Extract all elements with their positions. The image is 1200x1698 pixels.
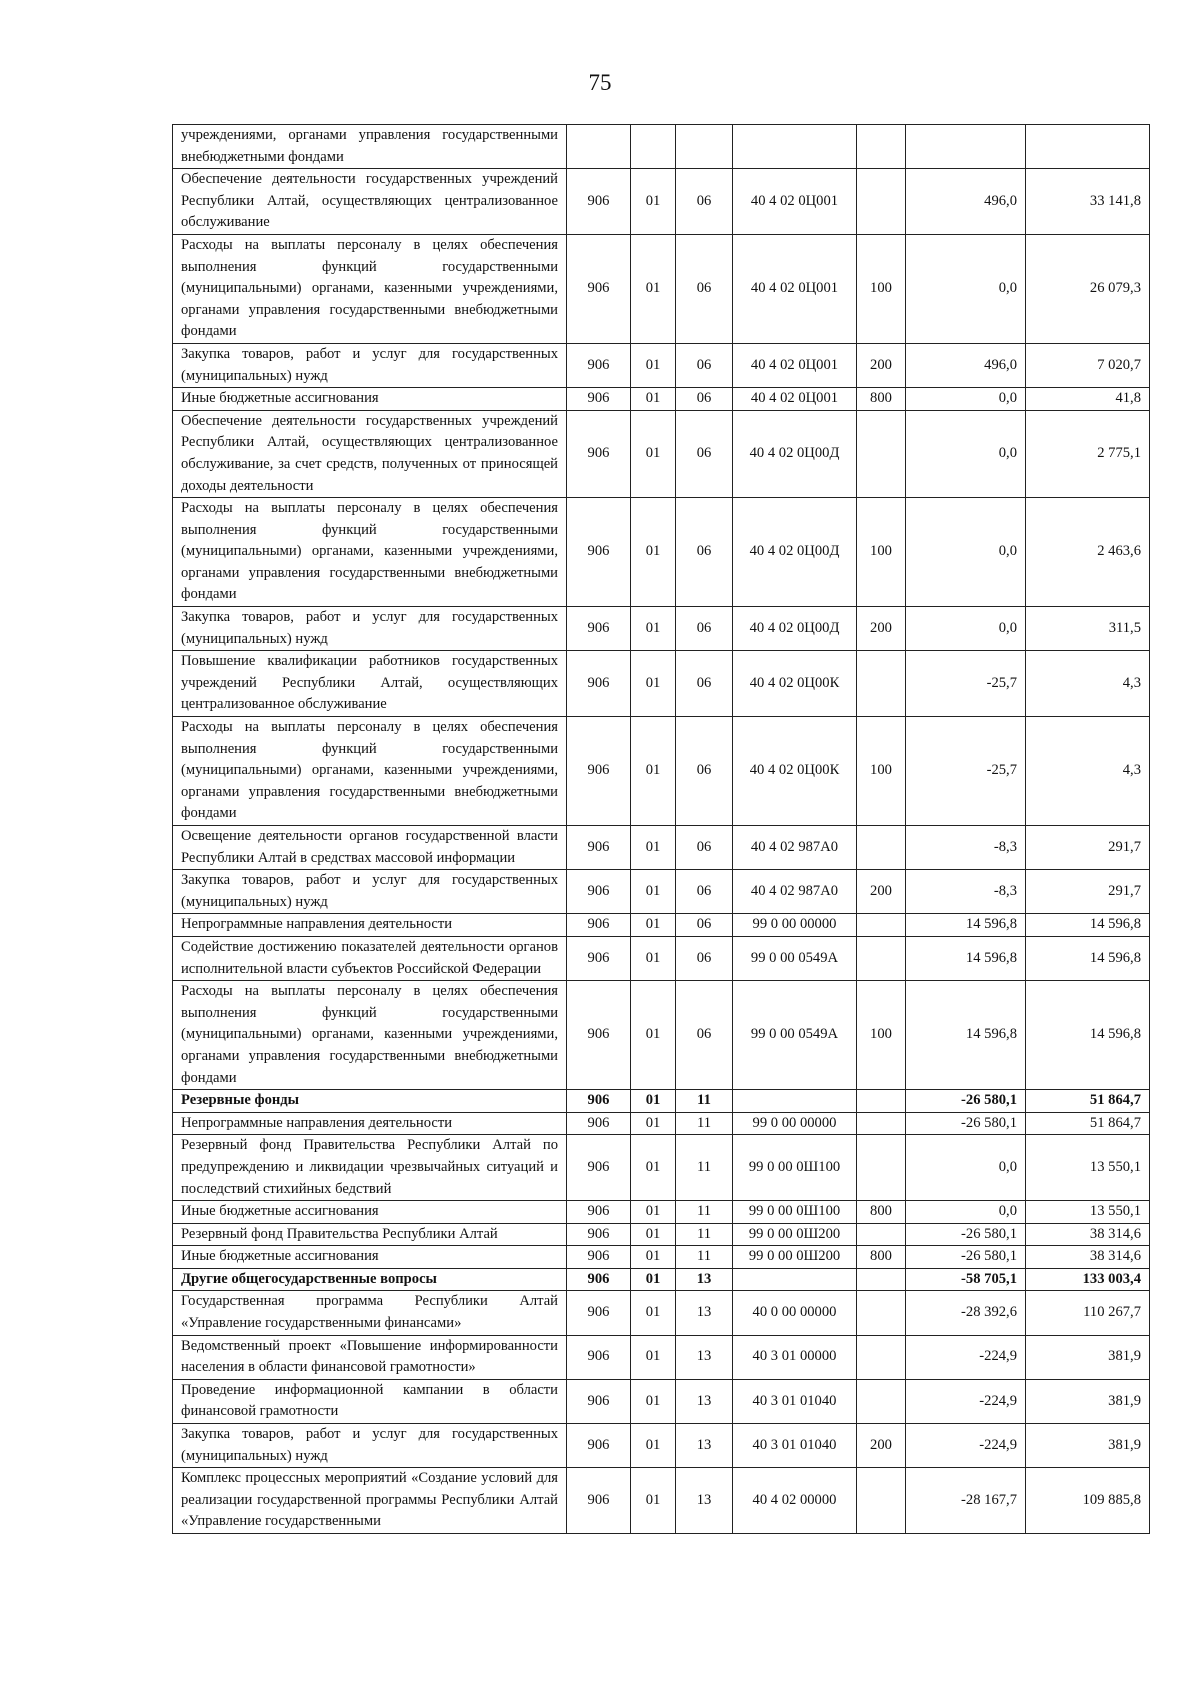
target-article-code: 40 4 02 0Ц00К — [733, 717, 857, 826]
target-article-code: 40 4 02 0Ц00К — [733, 651, 857, 717]
table-row — [173, 1291, 1150, 1335]
target-article-code: 40 4 02 0Ц00Д — [733, 410, 857, 497]
subsection-code: 11 — [676, 1090, 733, 1113]
target-article-code: 99 0 00 00000 — [733, 914, 857, 937]
total-amount: 4,3 — [1026, 717, 1150, 826]
total-amount: 2 463,6 — [1026, 498, 1150, 607]
section-code: 01 — [631, 717, 676, 826]
change-amount: -224,9 — [906, 1379, 1026, 1423]
total-amount: 4,3 — [1026, 651, 1150, 717]
row-name: Закупка товаров, работ и услуг для государственных (муниципальных) нужд — [173, 607, 567, 651]
table-row — [173, 1246, 1150, 1269]
table-row — [173, 169, 1150, 235]
subsection-code: 06 — [676, 981, 733, 1090]
total-amount: 14 596,8 — [1026, 914, 1150, 937]
row-name: Расходы на выплаты персоналу в целях обеспечения выполнения функций государственными (муниципальными) органами, казенными учреждениями, органами управления государственными внебюджетными фондами — [173, 234, 567, 343]
total-amount: 291,7 — [1026, 870, 1150, 914]
subsection-code: 06 — [676, 651, 733, 717]
expense-type-code: 100 — [857, 717, 906, 826]
grbs-code: 906 — [567, 914, 631, 937]
grbs-code: 906 — [567, 1379, 631, 1423]
grbs-code: 906 — [567, 1335, 631, 1379]
expense-type-code — [857, 1335, 906, 1379]
page-number: 75 — [588, 70, 612, 95]
change-amount: -8,3 — [906, 826, 1026, 870]
section-code: 01 — [631, 388, 676, 411]
total-amount: 38 314,6 — [1026, 1223, 1150, 1246]
row-name: Непрограммные направления деятельности — [173, 1112, 567, 1135]
subsection-code: 06 — [676, 607, 733, 651]
change-amount: 0,0 — [906, 388, 1026, 411]
grbs-code: 906 — [567, 1090, 631, 1113]
expense-type-code: 200 — [857, 1424, 906, 1468]
change-amount: -25,7 — [906, 717, 1026, 826]
grbs-code: 906 — [567, 388, 631, 411]
change-amount: -28 167,7 — [906, 1468, 1026, 1534]
grbs-code: 906 — [567, 870, 631, 914]
subsection-code: 06 — [676, 343, 733, 387]
expense-type-code — [857, 1135, 906, 1201]
expense-type-code — [857, 651, 906, 717]
table-row — [173, 410, 1150, 497]
change-amount: 0,0 — [906, 498, 1026, 607]
section-code: 01 — [631, 1291, 676, 1335]
target-article-code: 40 3 01 01040 — [733, 1424, 857, 1468]
table-row — [173, 498, 1150, 607]
total-amount: 14 596,8 — [1026, 936, 1150, 980]
section-code: 01 — [631, 607, 676, 651]
table-row — [173, 1223, 1150, 1246]
change-amount: -26 580,1 — [906, 1090, 1026, 1113]
section-code: 01 — [631, 410, 676, 497]
change-amount: -224,9 — [906, 1424, 1026, 1468]
subsection-code: 13 — [676, 1379, 733, 1423]
change-amount: -25,7 — [906, 651, 1026, 717]
total-amount: 13 550,1 — [1026, 1135, 1150, 1201]
section-code: 01 — [631, 1268, 676, 1291]
table-row — [173, 914, 1150, 937]
row-name: Другие общегосударственные вопросы — [173, 1268, 567, 1291]
row-name: Резервные фонды — [173, 1090, 567, 1113]
expense-type-code — [857, 1379, 906, 1423]
section-code: 01 — [631, 936, 676, 980]
row-name: Закупка товаров, работ и услуг для государственных (муниципальных) нужд — [173, 1424, 567, 1468]
target-article-code: 99 0 00 00000 — [733, 1112, 857, 1135]
row-name: Резервный фонд Правительства Республики Алтай по предупреждению и ликвидации чрезвычайных ситуаций и последствий стихийных бедствий — [173, 1135, 567, 1201]
table-row — [173, 125, 1150, 169]
section-code: 01 — [631, 1135, 676, 1201]
section-code: 01 — [631, 1246, 676, 1269]
row-name: Расходы на выплаты персоналу в целях обеспечения выполнения функций государственными (муниципальными) органами, казенными учреждениями, органами управления государственными внебюджетными фондами — [173, 498, 567, 607]
grbs-code: 906 — [567, 717, 631, 826]
row-name: Закупка товаров, работ и услуг для государственных (муниципальных) нужд — [173, 343, 567, 387]
section-code: 01 — [631, 914, 676, 937]
section-code: 01 — [631, 1201, 676, 1224]
table-row — [173, 1268, 1150, 1291]
change-amount: 14 596,8 — [906, 914, 1026, 937]
expense-type-code — [857, 1468, 906, 1534]
total-amount: 26 079,3 — [1026, 234, 1150, 343]
section-code: 01 — [631, 234, 676, 343]
table-row — [173, 717, 1150, 826]
target-article-code: 99 0 00 0549А — [733, 936, 857, 980]
target-article-code: 40 3 01 01040 — [733, 1379, 857, 1423]
section-code: 01 — [631, 981, 676, 1090]
total-amount: 51 864,7 — [1026, 1090, 1150, 1113]
row-name: Обеспечение деятельности государственных учреждений Республики Алтай, осуществляющих централизованное обслуживание — [173, 169, 567, 235]
subsection-code: 11 — [676, 1112, 733, 1135]
section-code: 01 — [631, 651, 676, 717]
subsection-code: 06 — [676, 870, 733, 914]
total-amount: 2 775,1 — [1026, 410, 1150, 497]
expense-type-code: 100 — [857, 981, 906, 1090]
row-name: учреждениями, органами управления государственными внебюджетными фондами — [173, 125, 567, 169]
section-code: 01 — [631, 870, 676, 914]
subsection-code: 11 — [676, 1201, 733, 1224]
change-amount: -58 705,1 — [906, 1268, 1026, 1291]
target-article-code — [733, 125, 857, 169]
subsection-code: 13 — [676, 1291, 733, 1335]
table-row — [173, 607, 1150, 651]
grbs-code: 906 — [567, 498, 631, 607]
grbs-code: 906 — [567, 169, 631, 235]
total-amount: 38 314,6 — [1026, 1246, 1150, 1269]
expense-type-code — [857, 936, 906, 980]
grbs-code: 906 — [567, 1246, 631, 1269]
expense-type-code: 200 — [857, 870, 906, 914]
subsection-code: 13 — [676, 1268, 733, 1291]
section-code: 01 — [631, 1424, 676, 1468]
subsection-code: 06 — [676, 169, 733, 235]
change-amount: -28 392,6 — [906, 1291, 1026, 1335]
subsection-code: 06 — [676, 914, 733, 937]
change-amount: -8,3 — [906, 870, 1026, 914]
table-row — [173, 1090, 1150, 1113]
expense-type-code — [857, 1223, 906, 1246]
row-name: Повышение квалификации работников государственных учреждений Республики Алтай, осуществляющих централизованное обслуживание — [173, 651, 567, 717]
row-name: Обеспечение деятельности государственных учреждений Республики Алтай, осуществляющих централизованное обслуживание, за счет средств, полученных от приносящей доходы деятельности — [173, 410, 567, 497]
grbs-code: 906 — [567, 343, 631, 387]
table-row — [173, 1112, 1150, 1135]
target-article-code: 99 0 00 0Ш200 — [733, 1246, 857, 1269]
change-amount: -26 580,1 — [906, 1112, 1026, 1135]
change-amount: 0,0 — [906, 607, 1026, 651]
row-name: Проведение информационной кампании в области финансовой грамотности — [173, 1379, 567, 1423]
target-article-code: 40 4 02 0Ц001 — [733, 234, 857, 343]
expense-type-code: 100 — [857, 498, 906, 607]
section-code: 01 — [631, 343, 676, 387]
grbs-code — [567, 125, 631, 169]
section-code: 01 — [631, 1379, 676, 1423]
target-article-code: 99 0 00 0Ш100 — [733, 1201, 857, 1224]
section-code — [631, 125, 676, 169]
subsection-code: 13 — [676, 1424, 733, 1468]
target-article-code: 40 4 02 0Ц001 — [733, 169, 857, 235]
expense-type-code — [857, 826, 906, 870]
grbs-code: 906 — [567, 1268, 631, 1291]
total-amount: 311,5 — [1026, 607, 1150, 651]
grbs-code: 906 — [567, 826, 631, 870]
expense-type-code — [857, 1291, 906, 1335]
section-code: 01 — [631, 1468, 676, 1534]
section-code: 01 — [631, 1335, 676, 1379]
table-row — [173, 826, 1150, 870]
row-name: Закупка товаров, работ и услуг для государственных (муниципальных) нужд — [173, 870, 567, 914]
total-amount: 51 864,7 — [1026, 1112, 1150, 1135]
subsection-code: 11 — [676, 1246, 733, 1269]
table-row — [173, 1135, 1150, 1201]
expense-type-code — [857, 1090, 906, 1113]
expense-type-code — [857, 1112, 906, 1135]
subsection-code: 06 — [676, 936, 733, 980]
change-amount: 0,0 — [906, 1135, 1026, 1201]
row-name: Государственная программа Республики Алтай «Управление государственными финансами» — [173, 1291, 567, 1335]
expense-type-code — [857, 410, 906, 497]
change-amount: 0,0 — [906, 1201, 1026, 1224]
target-article-code: 40 0 00 00000 — [733, 1291, 857, 1335]
change-amount: 496,0 — [906, 169, 1026, 235]
change-amount: 496,0 — [906, 343, 1026, 387]
expense-type-code: 200 — [857, 343, 906, 387]
expense-type-code: 800 — [857, 388, 906, 411]
table-row — [173, 870, 1150, 914]
change-amount: 14 596,8 — [906, 936, 1026, 980]
expense-type-code — [857, 914, 906, 937]
grbs-code: 906 — [567, 1223, 631, 1246]
change-amount: 0,0 — [906, 410, 1026, 497]
expense-type-code — [857, 169, 906, 235]
change-amount: -224,9 — [906, 1335, 1026, 1379]
subsection-code: 06 — [676, 717, 733, 826]
target-article-code: 40 4 02 0Ц00Д — [733, 607, 857, 651]
grbs-code: 906 — [567, 410, 631, 497]
target-article-code: 99 0 00 0Ш100 — [733, 1135, 857, 1201]
subsection-code: 06 — [676, 234, 733, 343]
change-amount: -26 580,1 — [906, 1223, 1026, 1246]
total-amount: 7 020,7 — [1026, 343, 1150, 387]
total-amount — [1026, 125, 1150, 169]
change-amount: 14 596,8 — [906, 981, 1026, 1090]
table-row — [173, 1335, 1150, 1379]
subsection-code: 06 — [676, 498, 733, 607]
change-amount: -26 580,1 — [906, 1246, 1026, 1269]
section-code: 01 — [631, 498, 676, 607]
target-article-code: 40 4 02 987А0 — [733, 826, 857, 870]
total-amount: 13 550,1 — [1026, 1201, 1150, 1224]
target-article-code: 40 4 02 0Ц001 — [733, 388, 857, 411]
table-row — [173, 343, 1150, 387]
table-row — [173, 388, 1150, 411]
target-article-code: 40 4 02 987А0 — [733, 870, 857, 914]
target-article-code — [733, 1090, 857, 1113]
section-code: 01 — [631, 1090, 676, 1113]
row-name: Расходы на выплаты персоналу в целях обеспечения выполнения функций государственными (муниципальными) органами, казенными учреждениями, органами управления государственными внебюджетными фондами — [173, 981, 567, 1090]
total-amount: 133 003,4 — [1026, 1268, 1150, 1291]
subsection-code: 06 — [676, 388, 733, 411]
target-article-code: 40 4 02 00000 — [733, 1468, 857, 1534]
total-amount: 14 596,8 — [1026, 981, 1150, 1090]
row-name: Резервный фонд Правительства Республики Алтай — [173, 1223, 567, 1246]
row-name: Комплекс процессных мероприятий «Создание условий для реализации государственной программы Республики Алтай «Управление государственными — [173, 1468, 567, 1534]
grbs-code: 906 — [567, 1135, 631, 1201]
row-name: Освещение деятельности органов государственной власти Республики Алтай в средствах массовой информации — [173, 826, 567, 870]
target-article-code: 40 4 02 0Ц00Д — [733, 498, 857, 607]
table-row — [173, 1201, 1150, 1224]
subsection-code: 13 — [676, 1468, 733, 1534]
table-row — [173, 234, 1150, 343]
target-article-code: 99 0 00 0549А — [733, 981, 857, 1090]
total-amount: 33 141,8 — [1026, 169, 1150, 235]
table-row — [173, 1468, 1150, 1534]
grbs-code: 906 — [567, 1291, 631, 1335]
total-amount: 110 267,7 — [1026, 1291, 1150, 1335]
change-amount: 0,0 — [906, 234, 1026, 343]
table-row — [173, 981, 1150, 1090]
total-amount: 381,9 — [1026, 1379, 1150, 1423]
grbs-code: 906 — [567, 936, 631, 980]
grbs-code: 906 — [567, 1424, 631, 1468]
row-name: Ведомственный проект «Повышение информированности населения в области финансовой грамотности» — [173, 1335, 567, 1379]
grbs-code: 906 — [567, 981, 631, 1090]
grbs-code: 906 — [567, 234, 631, 343]
row-name: Иные бюджетные ассигнования — [173, 388, 567, 411]
row-name: Расходы на выплаты персоналу в целях обеспечения выполнения функций государственными (муниципальными) органами, казенными учреждениями, органами управления государственными внебюджетными фондами — [173, 717, 567, 826]
section-code: 01 — [631, 826, 676, 870]
row-name: Иные бюджетные ассигнования — [173, 1201, 567, 1224]
table-row — [173, 1424, 1150, 1468]
section-code: 01 — [631, 169, 676, 235]
total-amount: 109 885,8 — [1026, 1468, 1150, 1534]
grbs-code: 906 — [567, 607, 631, 651]
subsection-code: 11 — [676, 1135, 733, 1201]
section-code: 01 — [631, 1223, 676, 1246]
row-name: Непрограммные направления деятельности — [173, 914, 567, 937]
grbs-code: 906 — [567, 1112, 631, 1135]
grbs-code: 906 — [567, 1468, 631, 1534]
expense-type-code: 100 — [857, 234, 906, 343]
section-code: 01 — [631, 1112, 676, 1135]
subsection-code — [676, 125, 733, 169]
table-row — [173, 651, 1150, 717]
subsection-code: 06 — [676, 826, 733, 870]
total-amount: 381,9 — [1026, 1335, 1150, 1379]
expense-type-code: 800 — [857, 1201, 906, 1224]
total-amount: 41,8 — [1026, 388, 1150, 411]
table-row — [173, 1379, 1150, 1423]
target-article-code — [733, 1268, 857, 1291]
subsection-code: 06 — [676, 410, 733, 497]
subsection-code: 11 — [676, 1223, 733, 1246]
expense-type-code — [857, 125, 906, 169]
budget-table — [172, 124, 1150, 1534]
subsection-code: 13 — [676, 1335, 733, 1379]
grbs-code: 906 — [567, 651, 631, 717]
total-amount: 381,9 — [1026, 1424, 1150, 1468]
target-article-code: 40 3 01 00000 — [733, 1335, 857, 1379]
change-amount — [906, 125, 1026, 169]
total-amount: 291,7 — [1026, 826, 1150, 870]
row-name: Содействие достижению показателей деятельности органов исполнительной власти субъектов Российской Федерации — [173, 936, 567, 980]
table-row — [173, 936, 1150, 980]
expense-type-code — [857, 1268, 906, 1291]
target-article-code: 99 0 00 0Ш200 — [733, 1223, 857, 1246]
grbs-code: 906 — [567, 1201, 631, 1224]
target-article-code: 40 4 02 0Ц001 — [733, 343, 857, 387]
expense-type-code: 800 — [857, 1246, 906, 1269]
row-name: Иные бюджетные ассигнования — [173, 1246, 567, 1269]
expense-type-code: 200 — [857, 607, 906, 651]
